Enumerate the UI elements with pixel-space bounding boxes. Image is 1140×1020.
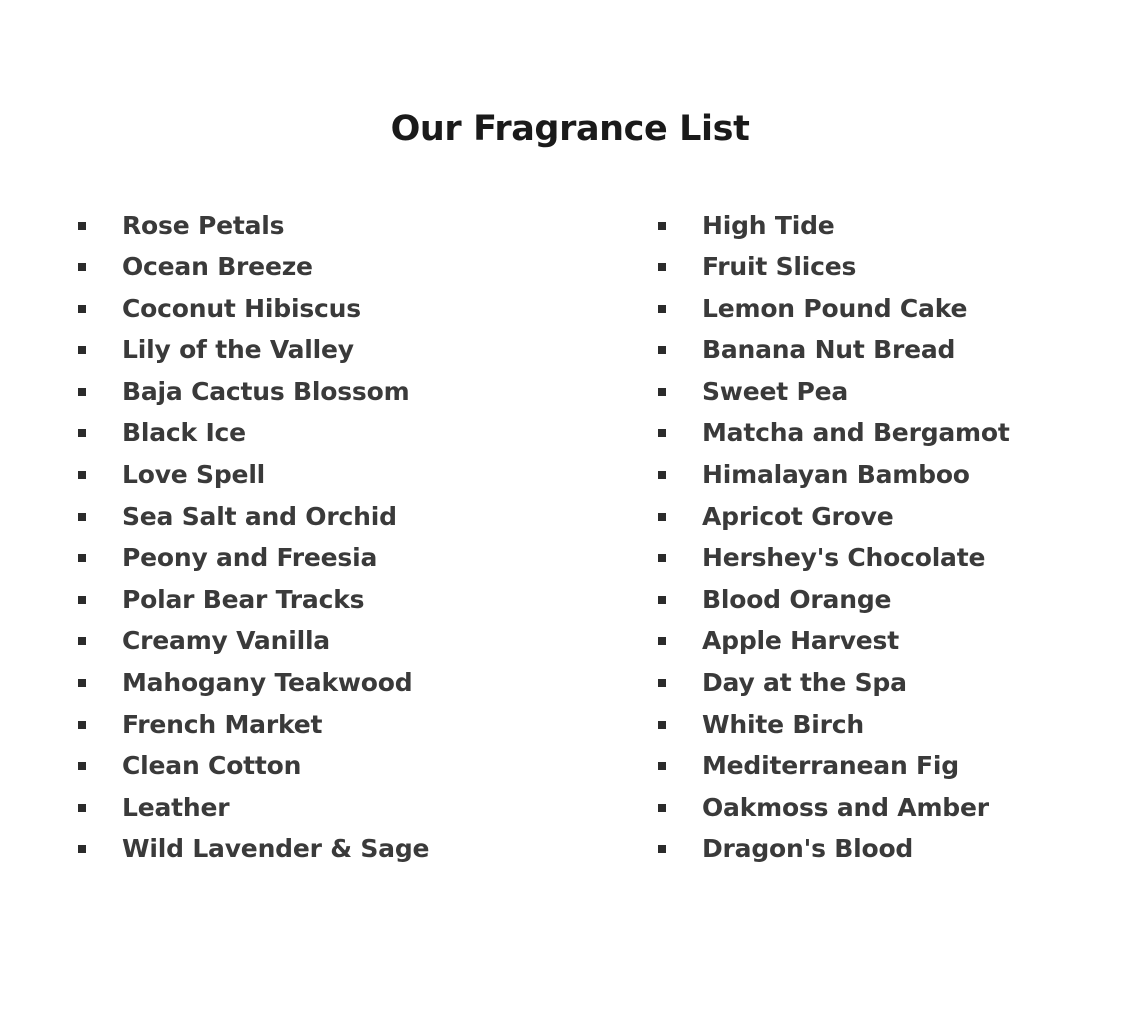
fragrance-name: Banana Nut Bread <box>702 335 956 365</box>
fragrance-name: Day at the Spa <box>702 668 907 698</box>
list-item[interactable] <box>658 418 1140 460</box>
square-bullet-icon <box>658 388 666 396</box>
fragrance-name: High Tide <box>702 210 835 240</box>
fragrance-name: Black Ice <box>122 418 246 448</box>
square-bullet-icon <box>658 513 666 521</box>
fragrance-name: Coconut Hibiscus <box>122 293 361 323</box>
square-bullet-icon <box>78 471 86 479</box>
square-bullet-icon <box>78 637 86 645</box>
list-item[interactable] <box>658 335 1140 377</box>
square-bullet-icon <box>78 596 86 604</box>
list-item[interactable] <box>78 460 570 502</box>
list-item[interactable] <box>658 793 1140 835</box>
square-bullet-icon <box>658 804 666 812</box>
fragrance-name: Baja Cactus Blossom <box>122 376 410 406</box>
square-bullet-icon <box>658 679 666 687</box>
list-item[interactable] <box>78 377 570 419</box>
list-item[interactable] <box>658 585 1140 627</box>
square-bullet-icon <box>78 346 86 354</box>
list-item[interactable] <box>78 211 570 253</box>
list-item[interactable] <box>658 710 1140 752</box>
square-bullet-icon <box>78 721 86 729</box>
square-bullet-icon <box>78 804 86 812</box>
square-bullet-icon <box>658 637 666 645</box>
list-item[interactable] <box>78 834 570 876</box>
fragrance-name: Sweet Pea <box>702 376 849 406</box>
list-item[interactable] <box>658 211 1140 253</box>
list-item[interactable] <box>78 543 570 585</box>
list-item[interactable] <box>78 502 570 544</box>
square-bullet-icon <box>78 554 86 562</box>
fragrance-name: Himalayan Bamboo <box>702 460 970 490</box>
fragrance-list-left <box>78 211 570 877</box>
fragrance-name: Dragon's Blood <box>702 834 914 864</box>
fragrance-name: Blood Orange <box>702 584 892 614</box>
square-bullet-icon <box>658 305 666 313</box>
fragrance-name: Mediterranean Fig <box>702 751 960 781</box>
fragrance-name: Ocean Breeze <box>122 252 313 282</box>
left-column <box>0 211 570 877</box>
list-item[interactable] <box>658 377 1140 419</box>
list-item[interactable] <box>658 294 1140 336</box>
right-column <box>570 211 1140 877</box>
fragrance-name: Leather <box>122 792 230 822</box>
fragrance-name: Matcha and Bergamot <box>702 418 1010 448</box>
square-bullet-icon <box>78 845 86 853</box>
list-item[interactable] <box>658 252 1140 294</box>
square-bullet-icon <box>78 762 86 770</box>
list-item[interactable] <box>658 751 1140 793</box>
square-bullet-icon <box>658 222 666 230</box>
list-item[interactable] <box>658 668 1140 710</box>
list-item[interactable] <box>78 793 570 835</box>
fragrance-name: Apricot Grove <box>702 501 894 531</box>
list-item[interactable] <box>658 626 1140 668</box>
fragrance-name: Hershey's Chocolate <box>702 543 986 573</box>
square-bullet-icon <box>658 721 666 729</box>
list-item[interactable] <box>78 751 570 793</box>
fragrance-name: Wild Lavender & Sage <box>122 834 430 864</box>
fragrance-list-right <box>658 211 1140 877</box>
fragrance-name: Lemon Pound Cake <box>702 293 968 323</box>
square-bullet-icon <box>78 513 86 521</box>
list-item[interactable] <box>78 418 570 460</box>
fragrance-name: Sea Salt and Orchid <box>122 501 397 531</box>
list-item[interactable] <box>658 834 1140 876</box>
fragrance-name: French Market <box>122 709 323 739</box>
list-item[interactable] <box>78 335 570 377</box>
list-item[interactable] <box>78 626 570 668</box>
fragrance-name: Apple Harvest <box>702 626 899 656</box>
square-bullet-icon <box>658 429 666 437</box>
list-item[interactable] <box>658 460 1140 502</box>
square-bullet-icon <box>78 679 86 687</box>
fragrance-name: Oakmoss and Amber <box>702 792 989 822</box>
list-item[interactable] <box>658 502 1140 544</box>
list-item[interactable] <box>78 294 570 336</box>
fragrance-name: Love Spell <box>122 460 266 490</box>
fragrance-name: Polar Bear Tracks <box>122 584 365 614</box>
square-bullet-icon <box>658 263 666 271</box>
square-bullet-icon <box>658 554 666 562</box>
fragrance-name: Rose Petals <box>122 210 285 240</box>
square-bullet-icon <box>658 845 666 853</box>
square-bullet-icon <box>78 222 86 230</box>
square-bullet-icon <box>78 263 86 271</box>
list-item[interactable] <box>78 252 570 294</box>
list-item[interactable] <box>78 585 570 627</box>
square-bullet-icon <box>78 305 86 313</box>
fragrance-name: Peony and Freesia <box>122 543 378 573</box>
list-item[interactable] <box>78 668 570 710</box>
square-bullet-icon <box>78 429 86 437</box>
list-item[interactable] <box>658 543 1140 585</box>
fragrance-name: Lily of the Valley <box>122 335 354 365</box>
fragrance-columns <box>0 149 1140 877</box>
page-title: Our Fragrance List <box>390 109 750 149</box>
square-bullet-icon <box>78 388 86 396</box>
fragrance-name: Clean Cotton <box>122 751 302 781</box>
square-bullet-icon <box>658 596 666 604</box>
fragrance-name: White Birch <box>702 709 864 739</box>
fragrance-name: Fruit Slices <box>702 252 857 282</box>
square-bullet-icon <box>658 762 666 770</box>
fragrance-name: Mahogany Teakwood <box>122 668 413 698</box>
square-bullet-icon <box>658 471 666 479</box>
square-bullet-icon <box>658 346 666 354</box>
list-item[interactable] <box>78 710 570 752</box>
fragrance-name: Creamy Vanilla <box>122 626 330 656</box>
